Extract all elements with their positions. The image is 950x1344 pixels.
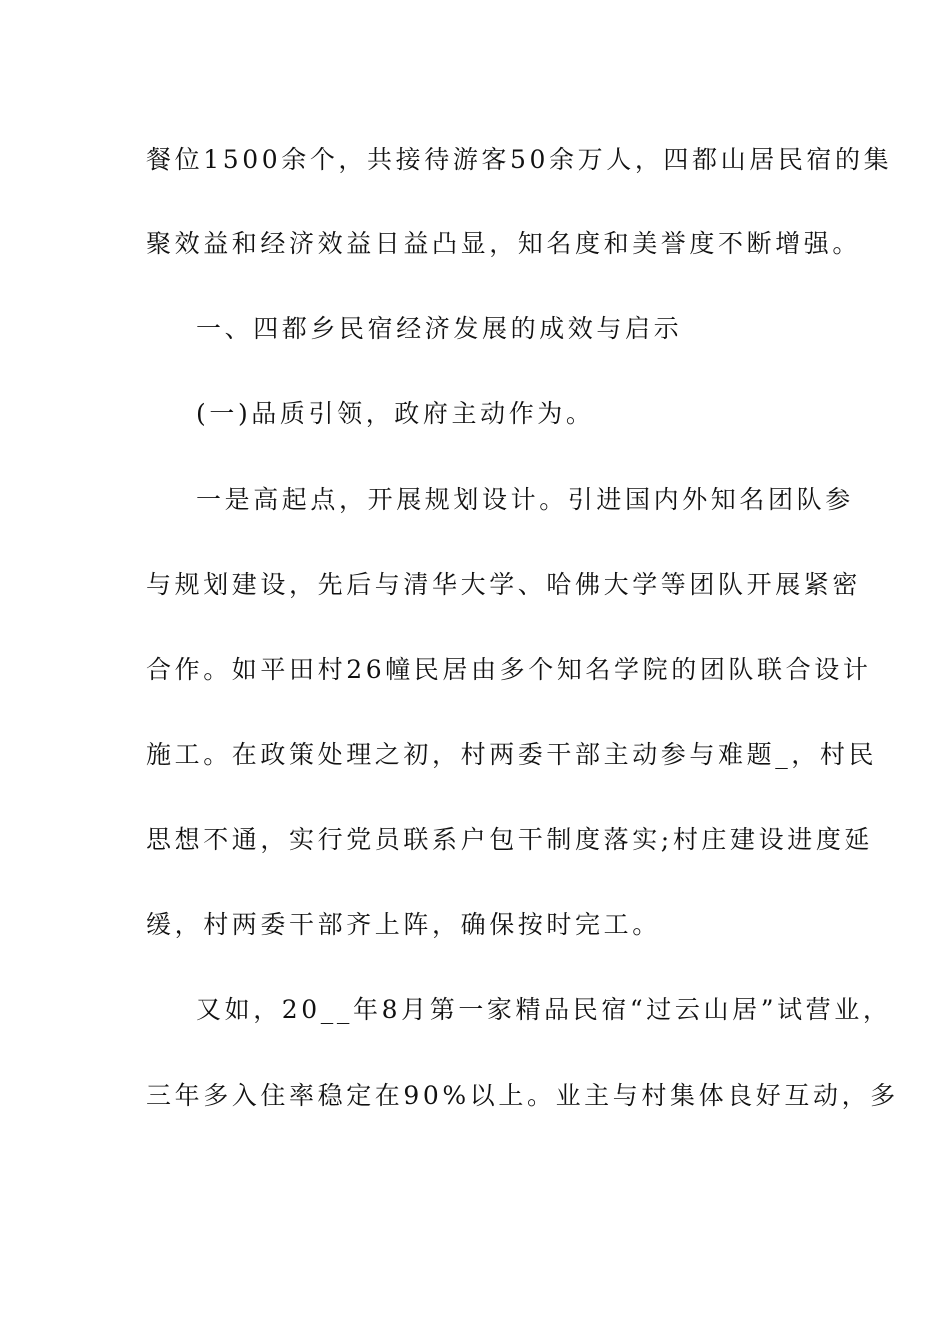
paragraph-line: 餐位1500余个，共接待游客50余万人，四都山居民宿的集 xyxy=(146,145,893,174)
paragraph-line: 施工。在政策处理之初，村两委干部主动参与难题_，村民 xyxy=(146,740,878,769)
subsection-heading: (一)品质引领，政府主动作为。 xyxy=(196,399,595,428)
paragraph-line: 一是高起点，开展规划设计。引进国内外知名团队参 xyxy=(196,485,854,514)
paragraph-line: 合作。如平田村26幢民居由多个知名学院的团队联合设计 xyxy=(146,655,872,684)
paragraph-line: 聚效益和经济效益日益凸显，知名度和美誉度不断增强。 xyxy=(146,229,862,258)
paragraph-line: 缓，村两委干部齐上阵，确保按时完工。 xyxy=(146,910,661,939)
paragraph-line: 又如，20__年8月第一家精品民宿“过云山居”试营业， xyxy=(196,995,892,1024)
paragraph-line: 思想不通，实行党员联系户包干制度落实;村庄建设进度延 xyxy=(146,825,874,854)
paragraph-line: 与规划建设，先后与清华大学、哈佛大学等团队开展紧密 xyxy=(146,570,862,599)
section-heading: 一、四都乡民宿经济发展的成效与启示 xyxy=(196,314,683,343)
paragraph-line: 三年多入住率稳定在90%以上。业主与村集体良好互动，多 xyxy=(146,1081,899,1110)
